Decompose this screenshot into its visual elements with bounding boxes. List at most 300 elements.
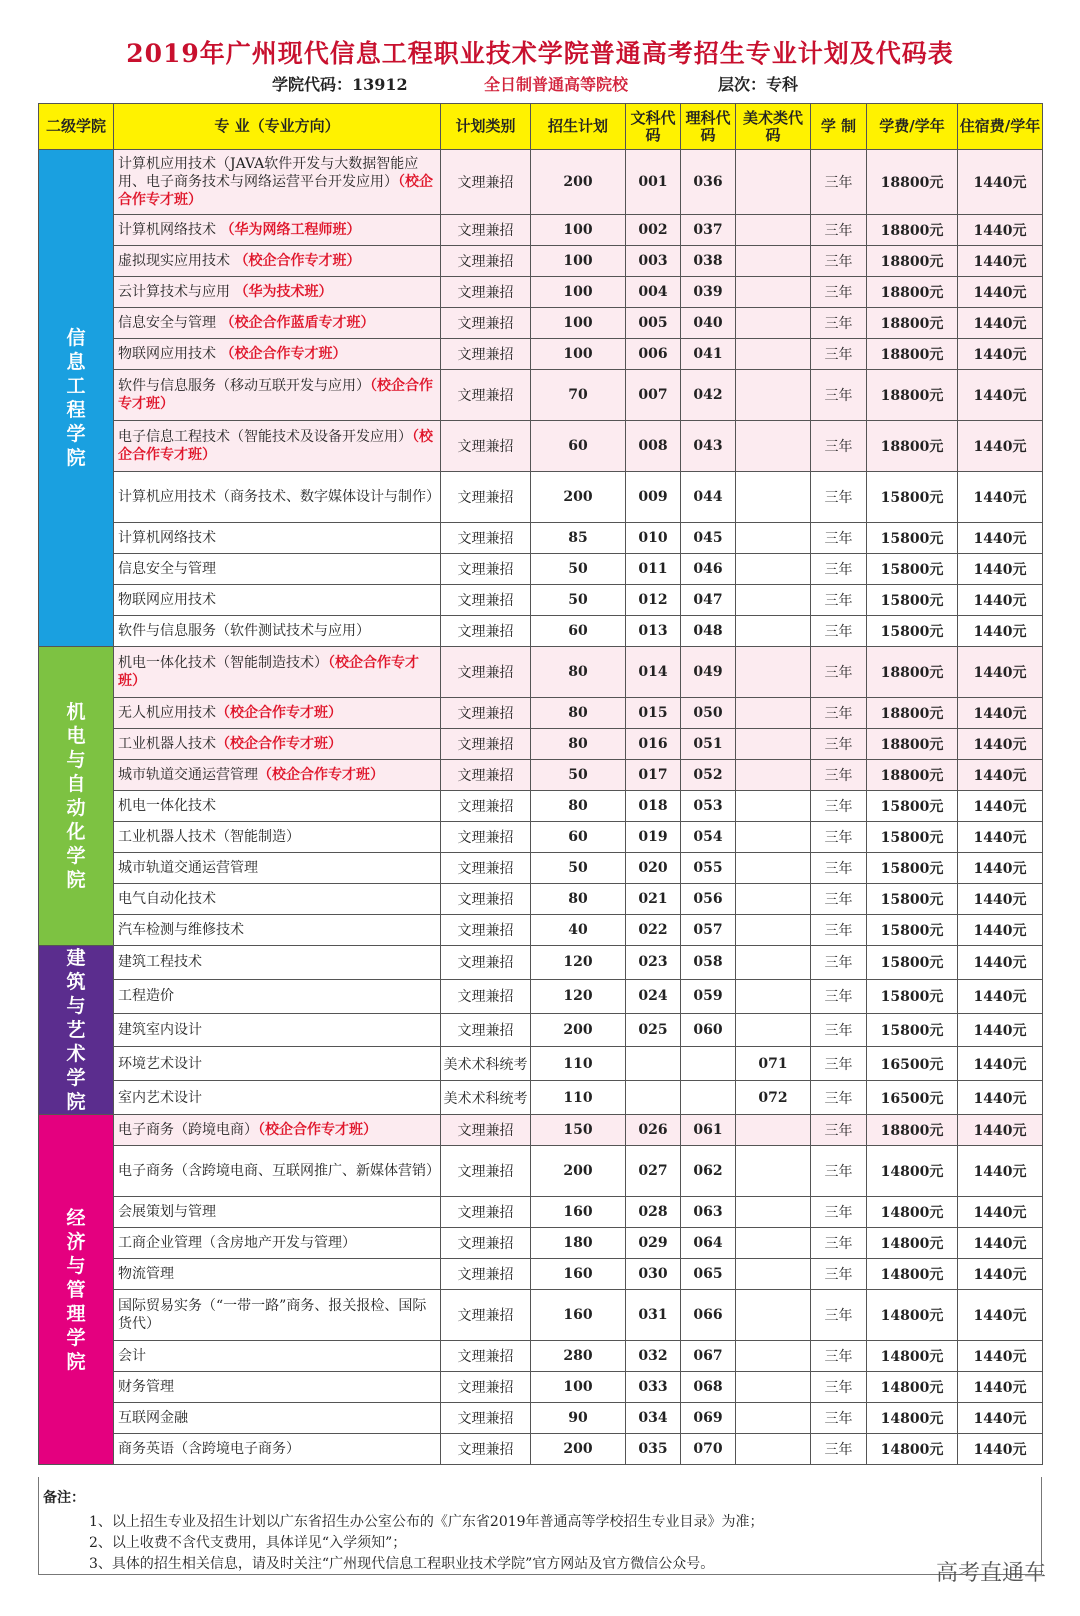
table-row [39, 1013, 1043, 1047]
program-highlight: （校企合作专才班） [220, 346, 347, 362]
li-cell: 060 [681, 1013, 736, 1047]
plan-cell: 160 [531, 1259, 626, 1290]
years-cell: 三年 [811, 698, 867, 729]
wen-cell: 019 [626, 822, 681, 853]
table-row [39, 979, 1043, 1013]
table-header [39, 104, 1043, 150]
plan-cell: 110 [531, 1047, 626, 1081]
major-cell [114, 585, 441, 616]
type-cell: 文理兼招 [441, 946, 531, 980]
li-cell: 063 [681, 1197, 736, 1228]
years-cell: 三年 [811, 277, 867, 308]
table-row [39, 1228, 1043, 1259]
years-cell: 三年 [811, 1197, 867, 1228]
wen-cell: 016 [626, 729, 681, 760]
column-header: 二级学院 [39, 104, 114, 150]
major-cell [114, 1434, 441, 1465]
years-cell: 三年 [811, 370, 867, 421]
plan-cell: 40 [531, 915, 626, 946]
dorm-cell: 1440元 [958, 1372, 1043, 1403]
school-type: 全日制普通高等院校 [484, 75, 629, 94]
years-cell: 三年 [811, 523, 867, 554]
dorm-cell: 1440元 [958, 1434, 1043, 1465]
plan-cell: 100 [531, 215, 626, 246]
years-cell: 三年 [811, 946, 867, 980]
major-name: 电气自动化技术 [118, 891, 216, 907]
plan-cell: 80 [531, 647, 626, 698]
major-cell [114, 370, 441, 421]
notes [38, 1477, 1042, 1575]
fee-cell: 14800元 [867, 1403, 958, 1434]
table-row [39, 339, 1043, 370]
art-cell [736, 822, 811, 853]
li-cell: 047 [681, 585, 736, 616]
wen-cell: 006 [626, 339, 681, 370]
li-cell: 041 [681, 339, 736, 370]
plan-cell: 100 [531, 308, 626, 339]
type-cell: 文理兼招 [441, 760, 531, 791]
plan-cell: 50 [531, 554, 626, 585]
major-cell [114, 421, 441, 472]
major-cell [114, 246, 441, 277]
table-row [39, 822, 1043, 853]
major-cell [114, 472, 441, 523]
art-cell [736, 1259, 811, 1290]
plan-cell: 50 [531, 585, 626, 616]
program-highlight: （校企合作专才班） [216, 736, 342, 752]
wen-cell: 013 [626, 616, 681, 647]
fee-cell: 15800元 [867, 791, 958, 822]
wen-cell: 008 [626, 421, 681, 472]
table-row [39, 1403, 1043, 1434]
years-cell: 三年 [811, 246, 867, 277]
major-cell [114, 1403, 441, 1434]
type-cell: 文理兼招 [441, 979, 531, 1013]
years-cell: 三年 [811, 1403, 867, 1434]
dorm-cell: 1440元 [958, 760, 1043, 791]
art-cell [736, 370, 811, 421]
years-cell: 三年 [811, 472, 867, 523]
wen-cell: 021 [626, 884, 681, 915]
dorm-cell: 1440元 [958, 1047, 1043, 1081]
li-cell: 054 [681, 822, 736, 853]
table-row [39, 1197, 1043, 1228]
dorm-cell: 1440元 [958, 729, 1043, 760]
fee-cell: 15800元 [867, 472, 958, 523]
dorm-cell: 1440元 [958, 1341, 1043, 1372]
major-name: 互联网金融 [118, 1410, 188, 1426]
li-cell: 048 [681, 616, 736, 647]
plan-cell: 100 [531, 1372, 626, 1403]
fee-cell: 15800元 [867, 1013, 958, 1047]
art-cell [736, 421, 811, 472]
column-header: 招生计划 [531, 104, 626, 150]
li-cell [681, 1081, 736, 1115]
fee-cell: 18800元 [867, 421, 958, 472]
dorm-cell: 1440元 [958, 585, 1043, 616]
table-row [39, 729, 1043, 760]
fee-cell: 18800元 [867, 729, 958, 760]
wen-cell: 007 [626, 370, 681, 421]
major-cell [114, 1259, 441, 1290]
type-cell: 文理兼招 [441, 421, 531, 472]
art-cell [736, 647, 811, 698]
art-cell [736, 760, 811, 791]
major-name: 商务英语（含跨境电子商务） [118, 1441, 300, 1457]
college-name [39, 647, 114, 946]
program-highlight: （校企合作专才班） [258, 1122, 377, 1138]
li-cell: 066 [681, 1290, 736, 1341]
dorm-cell: 1440元 [958, 698, 1043, 729]
dorm-cell: 1440元 [958, 472, 1043, 523]
art-cell: 072 [736, 1081, 811, 1115]
wen-cell: 033 [626, 1372, 681, 1403]
wen-cell [626, 1047, 681, 1081]
art-cell [736, 246, 811, 277]
wen-cell: 011 [626, 554, 681, 585]
years-cell: 三年 [811, 421, 867, 472]
major-name: 电子信息工程技术（智能技术及设备开发应用） [118, 429, 412, 445]
wen-cell: 031 [626, 1290, 681, 1341]
table-row [39, 472, 1043, 523]
li-cell: 045 [681, 523, 736, 554]
art-cell [736, 729, 811, 760]
dorm-cell: 1440元 [958, 1259, 1043, 1290]
fee-cell: 14800元 [867, 1228, 958, 1259]
type-cell: 文理兼招 [441, 308, 531, 339]
fee-cell: 14800元 [867, 1197, 958, 1228]
major-name: 机电一体化技术（智能制造技术） [118, 655, 328, 671]
major-cell [114, 1290, 441, 1341]
type-cell: 文理兼招 [441, 554, 531, 585]
program-highlight: （校企合作专才班） [118, 174, 433, 208]
plan-cell: 60 [531, 616, 626, 647]
table-row [39, 150, 1043, 215]
major-cell [114, 760, 441, 791]
major-name: 工程造价 [118, 988, 174, 1005]
plan-cell: 200 [531, 472, 626, 523]
years-cell: 三年 [811, 1290, 867, 1341]
type-cell: 文理兼招 [441, 729, 531, 760]
notes-heading: 备注： [43, 1490, 85, 1506]
major-name: 建筑室内设计 [118, 1021, 202, 1038]
art-cell [736, 472, 811, 523]
li-cell: 065 [681, 1259, 736, 1290]
art-cell [736, 979, 811, 1013]
major-cell [114, 822, 441, 853]
wen-cell: 034 [626, 1403, 681, 1434]
major-cell [114, 339, 441, 370]
art-cell [736, 1013, 811, 1047]
major-cell [114, 616, 441, 647]
type-cell: 文理兼招 [441, 523, 531, 554]
wen-cell: 024 [626, 979, 681, 1013]
type-cell: 文理兼招 [441, 1341, 531, 1372]
note-item: 3、具体的招生相关信息，请及时关注“广州现代信息工程职业技术学院”官方网站及官方微信公众号。 [89, 1556, 715, 1572]
table-row [39, 698, 1043, 729]
dorm-cell: 1440元 [958, 554, 1043, 585]
major-name: 计算机应用技术（商务技术、数字媒体设计与制作） [118, 489, 440, 505]
program-highlight: （华为技术班） [234, 284, 333, 300]
table-row [39, 246, 1043, 277]
fee-cell: 14800元 [867, 1434, 958, 1465]
dorm-cell: 1440元 [958, 215, 1043, 246]
major-name: 无人机应用技术 [118, 705, 216, 721]
fee-cell: 18800元 [867, 647, 958, 698]
li-cell: 059 [681, 979, 736, 1013]
fee-cell: 18800元 [867, 246, 958, 277]
years-cell: 三年 [811, 339, 867, 370]
art-cell [736, 277, 811, 308]
column-header: 学 制 [811, 104, 867, 150]
fee-cell: 18800元 [867, 760, 958, 791]
column-header: 文科代码 [626, 104, 681, 150]
major-name: 信息安全与管理 [118, 315, 221, 331]
major-name: 软件与信息服务（软件测试技术与应用） [118, 623, 370, 639]
type-cell: 文理兼招 [441, 277, 531, 308]
major-name: 信息安全与管理 [118, 561, 216, 577]
fee-cell: 14800元 [867, 1341, 958, 1372]
li-cell: 067 [681, 1341, 736, 1372]
college-name [39, 946, 114, 1115]
wen-cell: 009 [626, 472, 681, 523]
table-row [39, 616, 1043, 647]
plan-cell: 100 [531, 277, 626, 308]
art-cell [736, 884, 811, 915]
li-cell: 058 [681, 946, 736, 980]
li-cell: 044 [681, 472, 736, 523]
plan-cell: 180 [531, 1228, 626, 1259]
fee-cell: 16500元 [867, 1047, 958, 1081]
wen-cell: 004 [626, 277, 681, 308]
years-cell: 三年 [811, 585, 867, 616]
dorm-cell: 1440元 [958, 1115, 1043, 1146]
dorm-cell: 1440元 [958, 946, 1043, 980]
type-cell: 文理兼招 [441, 150, 531, 215]
wen-cell: 005 [626, 308, 681, 339]
major-cell [114, 1115, 441, 1146]
li-cell: 053 [681, 791, 736, 822]
li-cell: 046 [681, 554, 736, 585]
major-cell [114, 1146, 441, 1197]
wen-cell: 032 [626, 1341, 681, 1372]
years-cell: 三年 [811, 822, 867, 853]
years-cell: 三年 [811, 1228, 867, 1259]
li-cell: 039 [681, 277, 736, 308]
major-name: 工业机器人技术（智能制造） [118, 829, 300, 845]
plan-cell: 100 [531, 246, 626, 277]
major-name: 城市轨道交通运营管理 [118, 767, 258, 783]
enrollment-table [38, 103, 1043, 1465]
fee-cell: 15800元 [867, 822, 958, 853]
table-row [39, 1259, 1043, 1290]
fee-cell: 18800元 [867, 370, 958, 421]
major-cell [114, 1047, 441, 1081]
art-cell [736, 853, 811, 884]
art-cell [736, 698, 811, 729]
years-cell: 三年 [811, 647, 867, 698]
li-cell: 055 [681, 853, 736, 884]
art-cell [736, 1197, 811, 1228]
plan-cell: 160 [531, 1197, 626, 1228]
table-row [39, 884, 1043, 915]
plan-cell: 280 [531, 1341, 626, 1372]
major-name: 机电一体化技术 [118, 798, 216, 814]
type-cell: 文理兼招 [441, 215, 531, 246]
major-name: 城市轨道交通运营管理 [118, 860, 258, 876]
major-name: 室内艺术设计 [118, 1089, 202, 1106]
major-name: 计算机网络技术 [118, 530, 216, 546]
type-cell: 文理兼招 [441, 585, 531, 616]
major-name: 计算机网络技术 [118, 222, 221, 238]
major-name: 物联网应用技术 [118, 346, 221, 362]
li-cell: 040 [681, 308, 736, 339]
type-cell: 文理兼招 [441, 1434, 531, 1465]
years-cell: 三年 [811, 1341, 867, 1372]
fee-cell: 14800元 [867, 1372, 958, 1403]
dorm-cell: 1440元 [958, 791, 1043, 822]
major-cell [114, 884, 441, 915]
plan-cell: 85 [531, 523, 626, 554]
wen-cell: 028 [626, 1197, 681, 1228]
college-code: 学院代码：13912 [272, 75, 408, 94]
li-cell: 070 [681, 1434, 736, 1465]
type-cell: 文理兼招 [441, 1115, 531, 1146]
wen-cell: 023 [626, 946, 681, 980]
major-cell [114, 729, 441, 760]
art-cell [736, 616, 811, 647]
major-name: 会展策划与管理 [118, 1204, 216, 1220]
li-cell: 057 [681, 915, 736, 946]
type-cell: 文理兼招 [441, 791, 531, 822]
college-label: 建筑与艺术学院 [66, 947, 86, 1113]
wen-cell: 017 [626, 760, 681, 791]
major-cell [114, 1372, 441, 1403]
major-name: 环境艺术设计 [118, 1055, 202, 1072]
major-name: 计算机应用技术（JAVA软件开发与大数据智能应用、电子商务技术与网络运营平台开发应用） [118, 156, 419, 190]
college-label: 机电与自动化学院 [66, 701, 86, 891]
type-cell: 文理兼招 [441, 1259, 531, 1290]
column-header: 专 业（专业方向） [114, 104, 441, 150]
major-cell [114, 1341, 441, 1372]
years-cell: 三年 [811, 884, 867, 915]
art-cell [736, 1115, 811, 1146]
type-cell: 文理兼招 [441, 370, 531, 421]
major-name: 软件与信息服务（移动互联开发与应用） [118, 378, 370, 394]
li-cell [681, 1047, 736, 1081]
major-cell [114, 698, 441, 729]
art-cell [736, 215, 811, 246]
table-row [39, 1081, 1043, 1115]
dorm-cell: 1440元 [958, 884, 1043, 915]
li-cell: 049 [681, 647, 736, 698]
years-cell: 三年 [811, 1434, 867, 1465]
major-cell [114, 277, 441, 308]
plan-cell: 200 [531, 1013, 626, 1047]
fee-cell: 14800元 [867, 1290, 958, 1341]
type-cell: 文理兼招 [441, 1403, 531, 1434]
table-row [39, 1290, 1043, 1341]
art-cell [736, 1228, 811, 1259]
dorm-cell: 1440元 [958, 853, 1043, 884]
plan-cell: 110 [531, 1081, 626, 1115]
fee-cell: 18800元 [867, 698, 958, 729]
major-cell [114, 215, 441, 246]
dorm-cell: 1440元 [958, 979, 1043, 1013]
type-cell: 文理兼招 [441, 616, 531, 647]
table-row [39, 308, 1043, 339]
wen-cell: 020 [626, 853, 681, 884]
college-name [39, 1115, 114, 1465]
fee-cell: 18800元 [867, 339, 958, 370]
table-row [39, 421, 1043, 472]
dorm-cell: 1440元 [958, 370, 1043, 421]
dorm-cell: 1440元 [958, 277, 1043, 308]
table-row [39, 647, 1043, 698]
table-row [39, 946, 1043, 980]
program-highlight: （校企合作专才班） [216, 705, 342, 721]
table-row [39, 1115, 1043, 1146]
plan-cell: 120 [531, 979, 626, 1013]
art-cell [736, 150, 811, 215]
plan-cell: 90 [531, 1403, 626, 1434]
type-cell: 文理兼招 [441, 915, 531, 946]
dorm-cell: 1440元 [958, 1146, 1043, 1197]
program-highlight: （华为网络工程师班） [220, 222, 361, 238]
program-highlight: （校企合作专才班） [118, 378, 433, 412]
type-cell: 文理兼招 [441, 884, 531, 915]
major-cell [114, 647, 441, 698]
fee-cell: 15800元 [867, 946, 958, 980]
art-cell [736, 554, 811, 585]
major-name: 云计算技术与应用 [118, 284, 235, 300]
fee-cell: 15800元 [867, 585, 958, 616]
major-cell [114, 915, 441, 946]
art-cell [736, 1434, 811, 1465]
wen-cell: 003 [626, 246, 681, 277]
li-cell: 068 [681, 1372, 736, 1403]
fee-cell: 14800元 [867, 1259, 958, 1290]
column-header: 计划类别 [441, 104, 531, 150]
years-cell: 三年 [811, 791, 867, 822]
wen-cell: 012 [626, 585, 681, 616]
column-header: 美术类代码 [736, 104, 811, 150]
major-name: 物联网应用技术 [118, 592, 216, 608]
major-name: 国际贸易实务（“一带一路”商务、报关报检、国际货代） [118, 1298, 427, 1332]
wen-cell: 027 [626, 1146, 681, 1197]
dorm-cell: 1440元 [958, 1081, 1043, 1115]
dorm-cell: 1440元 [958, 1197, 1043, 1228]
plan-cell: 80 [531, 729, 626, 760]
art-cell [736, 915, 811, 946]
art-cell [736, 1341, 811, 1372]
column-header: 学费/学年 [867, 104, 958, 150]
li-cell: 036 [681, 150, 736, 215]
dorm-cell: 1440元 [958, 523, 1043, 554]
major-cell [114, 554, 441, 585]
wen-cell: 010 [626, 523, 681, 554]
fee-cell: 15800元 [867, 853, 958, 884]
type-cell: 文理兼招 [441, 853, 531, 884]
major-cell [114, 853, 441, 884]
art-cell [736, 791, 811, 822]
major-cell [114, 1197, 441, 1228]
li-cell: 042 [681, 370, 736, 421]
years-cell: 三年 [811, 215, 867, 246]
years-cell: 三年 [811, 1013, 867, 1047]
years-cell: 三年 [811, 1259, 867, 1290]
fee-cell: 18800元 [867, 150, 958, 215]
